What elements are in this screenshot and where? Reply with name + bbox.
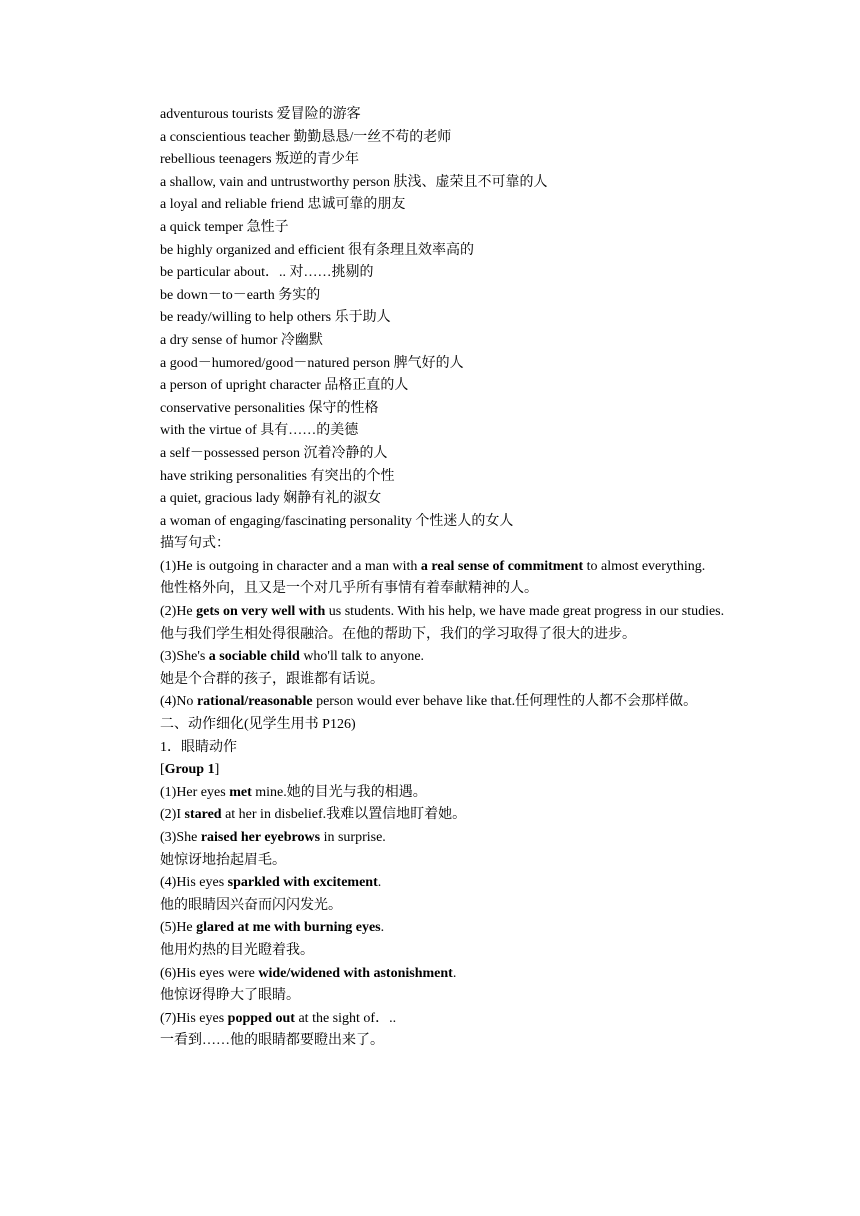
vocab-item: a quick temper 急性子 — [160, 219, 289, 235]
vocab-item: adventurous tourists 爱冒险的游客 — [160, 107, 361, 122]
eye-action-sentence: (7)His eyes popped out at the sight of．.. — [160, 1010, 397, 1026]
vocabulary-list — [130, 104, 733, 533]
document-page — [130, 104, 733, 1053]
vocab-item: a self－possessed person 沉着冷静的人 — [160, 445, 388, 461]
eye-action-sentence: (4)His eyes sparkled with excitement. — [160, 875, 382, 891]
vocab-item: a loyal and reliable friend 忠诚可靠的朋友 — [160, 197, 406, 213]
vocab-item: a conscientious teacher 勤勤恳恳/一丝不苟的老师 — [160, 129, 452, 145]
eye-action-translation: 他的眼睛因兴奋而闪闪发光。 — [160, 897, 342, 913]
example-sentence-4: (4)No rational/reasonable person would ever behave like that.任何理性的人都不会那样做。 — [160, 694, 698, 710]
vocab-item: a person of upright character 品格正直的人 — [160, 378, 409, 394]
vocab-item: a dry sense of humor 冷幽默 — [160, 332, 323, 348]
vocab-item: a woman of engaging/fascinating personality 个性迷人的女人 — [160, 513, 514, 529]
group-label: [Group 1] — [160, 762, 220, 778]
vocab-item: a shallow, vain and untrustworthy person 肤浅、虚荣且不可靠的人 — [160, 174, 548, 190]
vocab-item: conservative personalities 保守的性格 — [160, 400, 379, 416]
vocab-item: be down－to－earth 务实的 — [160, 287, 321, 303]
example-sentence-1: (1)He is outgoing in character and a man with a real sense of commitment to almost everything. — [160, 558, 706, 574]
section-heading: 二、动作细化(见学生用书 P126) — [160, 717, 356, 733]
vocab-item: a good－humored/good－natured person 脾气好的人 — [160, 355, 464, 371]
eye-action-translation: 他用灼热的目光瞪着我。 — [160, 942, 314, 958]
eye-action-examples — [130, 782, 733, 1053]
eye-action-translation: 她惊讶地抬起眉毛。 — [160, 852, 286, 868]
vocab-item: be particular about．.. 对……挑剔的 — [160, 265, 374, 281]
vocab-item: be highly organized and efficient 很有条理且效率高的 — [160, 242, 475, 258]
example-translation-1: 他性格外向，且又是一个对几乎所有事情有着奉献精神的人。 — [160, 581, 538, 597]
example-translation-3: 她是个合群的孩子，跟谁都有话说。 — [160, 671, 384, 687]
eye-action-sentence: (3)She raised her eyebrows in surprise. — [160, 830, 386, 845]
pattern-heading: 描写句式： — [160, 536, 230, 552]
vocab-item: with the virtue of 具有……的美德 — [160, 423, 359, 439]
vocab-item: have striking personalities 有突出的个性 — [160, 468, 395, 484]
example-sentence-3: (3)She's a sociable child who'll talk to anyone. — [160, 649, 425, 665]
example-translation-2: 他与我们学生相处得很融洽。在他的帮助下，我们的学习取得了很大的进步。 — [160, 626, 636, 642]
eye-action-sentence: (5)He glared at me with burning eyes. — [160, 920, 385, 936]
eye-action-translation: 他惊讶得睁大了眼睛。 — [160, 988, 300, 1004]
eye-action-sentence: (2)I stared at her in disbelief.我难以置信地盯着她。 — [160, 807, 467, 823]
eye-action-sentence: (1)Her eyes met mine.她的目光与我的相遇。 — [160, 784, 427, 800]
eye-action-translation: 一看到……他的眼睛都要瞪出来了。 — [160, 1033, 384, 1049]
vocab-item: a quiet, gracious lady 娴静有礼的淑女 — [160, 491, 382, 507]
eye-action-sentence: (6)His eyes were wide/widened with astonishment. — [160, 965, 457, 981]
vocab-item: be ready/willing to help others 乐于助人 — [160, 310, 391, 326]
example-sentence-2: (2)He gets on very well with us students. With his help, we have made great progress in our studies. — [160, 604, 725, 620]
vocab-item: rebellious teenagers 叛逆的青少年 — [160, 152, 360, 168]
subsection-heading: 1．眼睛动作 — [160, 739, 237, 755]
